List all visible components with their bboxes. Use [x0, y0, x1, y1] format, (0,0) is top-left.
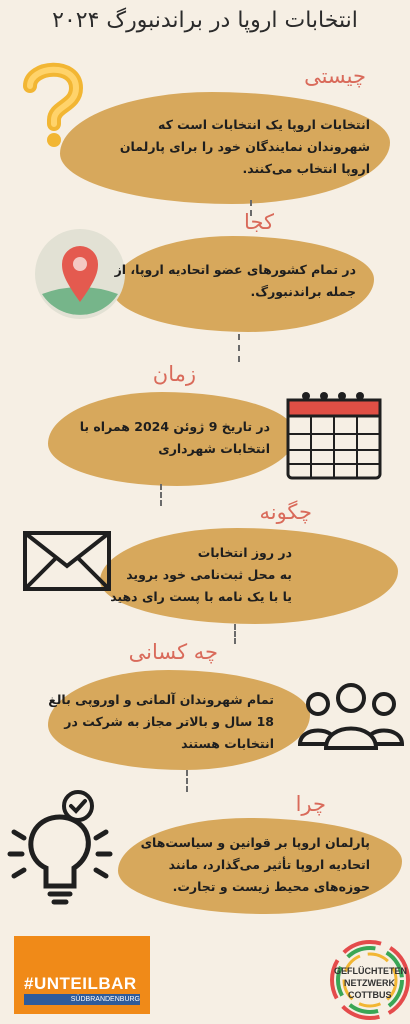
calendar-icon [284, 388, 388, 482]
envelope-icon [22, 530, 112, 592]
unteilbar-sub-text: SÜDBRANDENBURG [24, 994, 140, 1005]
text-line: اتحادیه اروپا تأثیر می‌گذارد، مانند [168, 857, 370, 872]
section-why-text [141, 832, 370, 898]
section-heading-where: کجا [244, 210, 274, 234]
section-heading-who: چه کسانی [128, 640, 218, 664]
connector-dash [186, 770, 188, 792]
section-what-text [120, 114, 370, 180]
section-who-text [48, 689, 274, 755]
connector-dash [238, 334, 240, 362]
refugee-network-line2: NETZWERK [344, 978, 395, 988]
text-line: 18 سال و بالاتر مجاز به شرکت در [64, 714, 274, 729]
connector-dash [234, 624, 236, 644]
text-line: در تاریخ 9 ژوئن 2024 همراه با [79, 419, 270, 434]
section-where-text [115, 259, 356, 303]
text-line: انتخابات شهرداری [158, 441, 270, 456]
text-line: پارلمان اروپا بر قوانین و سیاست‌های [140, 835, 370, 850]
text-line: تمام شهروندان آلمانی و اوروپی بالغ [48, 692, 274, 707]
lightbulb-check-icon [6, 790, 116, 908]
connector-dash [160, 484, 162, 506]
refugee-network-logo [326, 936, 410, 1024]
text-line: انتخابات اروپا یک انتخابات است که [157, 117, 370, 132]
refugee-network-line1: GEFLÜCHTETEN [334, 966, 407, 976]
section-heading-how: چگونه [259, 500, 312, 524]
text-line: جمله براندنبورگ. [250, 284, 356, 299]
section-heading-when: زمان [152, 362, 196, 386]
text-line: یا با یک نامه با پست رای دهید [110, 589, 292, 604]
page-title: انتخابات اروپا در براندنبورگ ۲۰۲۴ [52, 8, 358, 33]
text-line: شهروندان نمایندگان خود را برای پارلمان [119, 139, 370, 154]
section-heading-what: چیستی [304, 64, 366, 88]
section-how-text [110, 542, 292, 608]
unteilbar-brand-text: #UNTEILBAR [24, 974, 137, 993]
text-line: اروپا انتخاب می‌کنند. [242, 161, 370, 176]
people-group-icon [296, 682, 406, 752]
refugee-network-line3: COTTBUS [348, 990, 392, 1000]
text-line: در تمام کشورهای عضو اتحادیه اروپا، از [114, 262, 356, 277]
section-when-text [80, 416, 270, 460]
map-pin-icon [34, 228, 126, 320]
text-line: انتخابات هستند [181, 736, 274, 751]
text-line: حوزه‌های محیط زیست و تجارت. [172, 879, 370, 894]
text-line: به محل ثبت‌نامی خود بروید [126, 567, 292, 582]
section-heading-why: چرا [295, 792, 326, 816]
unteilbar-logo [14, 936, 150, 1014]
text-line: در روز انتخابات [197, 545, 292, 560]
